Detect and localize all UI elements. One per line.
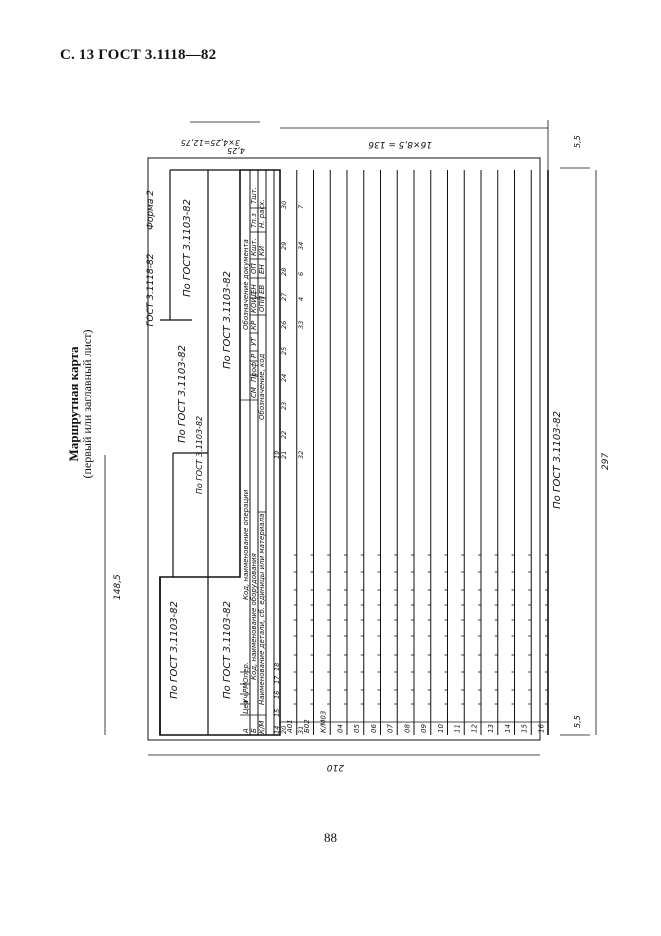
hdr-b-8: ЕН: [250, 284, 258, 294]
field-number: 26: [280, 320, 288, 329]
hdr-b-5: УТ: [250, 337, 258, 346]
field-number: 6: [297, 271, 305, 276]
hdr-b-7: КОИД: [250, 291, 258, 313]
hdr-a-2: Уч.: [242, 692, 250, 703]
field-number: 30: [280, 200, 288, 209]
field-number: 24: [280, 373, 288, 382]
field-number: 33: [297, 320, 305, 329]
field-number: 15: [273, 708, 281, 717]
ref-gost-6: По ГОСТ 3.1103-82: [169, 601, 180, 699]
ref-gost-7: По ГОСТ 3.1103-82: [552, 411, 563, 509]
field-number: 4: [297, 296, 305, 301]
hdr-k-6: КИ: [258, 245, 266, 256]
field-number: 21: [280, 450, 288, 459]
dim-210: 210: [326, 762, 344, 772]
field-number: 19: [273, 450, 281, 459]
grid-row-label: 07: [386, 724, 395, 733]
hdr-b-10: Кшт.: [250, 238, 258, 256]
hdr-a-0: А: [242, 728, 250, 733]
route-grid: [273, 170, 548, 735]
grid-row-label: 04: [336, 724, 345, 733]
field-number: 32: [297, 450, 305, 459]
grid-row-label: К/М03: [319, 710, 328, 733]
page-number: 88: [324, 830, 337, 845]
hdr-k-4: ЕВ: [258, 284, 266, 294]
field-number: 7: [297, 204, 305, 209]
hdr-k-0: К/М: [258, 720, 266, 734]
field-number: 25: [280, 346, 288, 355]
grid-row-label: 13: [487, 724, 495, 733]
hdr-b-6: КР: [250, 320, 258, 330]
hdr-b-4: Р: [250, 353, 258, 358]
field-number: 18: [273, 662, 281, 671]
stamp-forma: Форма 2: [146, 190, 156, 230]
field-number: 22: [280, 430, 288, 439]
hdr-b-1: Код, наименование оборудования: [250, 553, 258, 680]
dim-1275: 3×4,25=12,75: [180, 138, 240, 147]
ref-gost-5: По ГОСТ 3.1103-82: [222, 601, 233, 699]
hdr-a-3: РМ: [242, 682, 250, 693]
field-number: 28: [280, 267, 288, 276]
ref-gost-4: По ГОСТ 3.1103-82: [222, 271, 233, 369]
hdr-k-3: ОПП: [258, 295, 266, 312]
field-number: 23: [280, 401, 288, 410]
hdr-a-1: Цех: [242, 700, 250, 714]
hdr-b-2: СМ: [250, 387, 258, 398]
grid-row-label: 16: [537, 724, 546, 733]
dim-425: 4,25: [227, 146, 245, 155]
field-number: 34: [297, 241, 305, 250]
field-number: 17: [273, 675, 281, 684]
grid-row-label: 09: [420, 724, 428, 733]
field-number: 14: [273, 725, 281, 734]
hdr-k-2: Обозначение, код: [258, 353, 266, 420]
title-line1: Маршрутная карта: [66, 346, 81, 462]
ref-gost-2: По ГОСТ 3.1103-82: [177, 345, 188, 443]
hdr-b-0: Б: [250, 728, 258, 733]
hdr-k-1: Наименование детали, сб. единицы или материала: [258, 513, 266, 705]
form-title: [66, 330, 94, 479]
hdr-k-5: ЕН: [258, 264, 266, 274]
grid-row-label: 15: [520, 724, 529, 733]
field-number: 31: [297, 725, 305, 734]
page-header: С. 13 ГОСТ 3.1118—82: [60, 47, 217, 63]
grid-row-label: 14: [503, 724, 512, 733]
dim-55b: 5,5: [573, 715, 582, 728]
hdr-a-5: Код, наименование операции: [242, 489, 250, 600]
grid-row-label: 11: [453, 724, 462, 733]
grid-row-label: 05: [353, 724, 361, 733]
dim-297: 297: [601, 452, 611, 470]
hdr-b-11: Тп.з: [250, 213, 258, 228]
hdr-b-3: Проф.: [250, 359, 258, 382]
grid-row-label: 12: [470, 724, 479, 733]
grid-row-label: Б02: [302, 719, 311, 733]
hdr-k-7: Н. расх.: [258, 199, 266, 228]
grid-row-label: 06: [369, 724, 378, 733]
grid-row-label: 10: [436, 724, 445, 733]
ref-gost-1: По ГОСТ 3.1103-82: [182, 199, 193, 297]
dim-55a: 5,5: [573, 135, 582, 148]
field-number: 16: [273, 690, 281, 699]
field-number: 20: [280, 725, 288, 734]
grid-row-label: 08: [403, 724, 412, 733]
dim-136: 16×8,5 = 136: [368, 139, 432, 149]
grid-row-label: А01: [286, 719, 294, 733]
hdr-b-12: Тшт.: [250, 187, 258, 204]
dim-148: 148,5: [113, 574, 123, 600]
hdr-a-6: Обозначение документа: [242, 239, 250, 330]
field-number: 27: [280, 292, 288, 301]
ref-gost-3: По ГОСТ 3.1103-82: [195, 415, 204, 495]
title-line2: (первый или заглавный лист): [80, 329, 94, 479]
stamp-gost: ГОСТ 3.1118-82: [146, 253, 156, 327]
field-number: 29: [280, 241, 288, 250]
hdr-b-9: ОП: [250, 263, 258, 274]
hdr-a-4: Опер.: [242, 661, 250, 683]
